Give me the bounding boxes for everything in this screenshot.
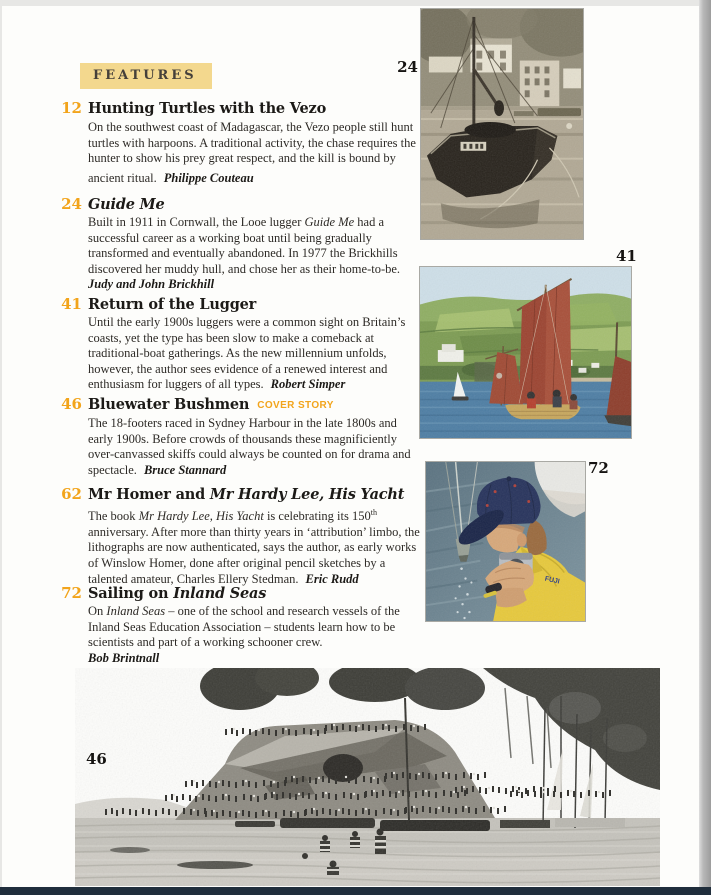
- article-page-number: 41: [61, 295, 82, 313]
- article-entry-bluewater-bushmen: [60, 396, 420, 478]
- article-summary: The book Mr Hardy Lee, His Yacht is celebrating its 150th anniversary. After more than thirty years in ‘attribution’ limbo, the lithographs are now authenticated, says the author, as early works of Winslow Homer, done after original pencil sketches by a talented amateur, Charles Ellery Stedman. Eric Rudd: [88, 508, 420, 586]
- article-page-number: 24: [61, 195, 82, 213]
- page-bottom-band: [0, 887, 711, 895]
- photo-page-number: 46: [86, 750, 107, 768]
- article-title: Hunting Turtles with the Vezo: [88, 100, 327, 117]
- article-title: Bluewater Bushmen COVER STORY: [88, 396, 334, 413]
- article-title: Return of the Lugger: [88, 296, 257, 313]
- article-author: Bob Brintnall: [88, 650, 160, 665]
- article-page-number: 62: [61, 485, 82, 503]
- page-edge-shadow: [699, 0, 711, 895]
- article-entry-inland-seas: [60, 585, 420, 666]
- photo-page-number: 24: [397, 58, 418, 76]
- article-summary: Until the early 1900s luggers were a common sight on Britain’s coasts, yet the type has been slow to make a comeback at traditional-boat gatherings. As the new millennium unfolds, however, the author sees evidence of a renewed interest and enthusiasm for luggers of all types. Robert Simper: [88, 315, 406, 392]
- article-summary: On Inland Seas – one of the school and research vessels of the Inland Seas Education Association – students learn how to be scientists and part of a working schooner crew. Bob Brintnall: [88, 604, 420, 666]
- article-summary: On the southwest coast of Madagascar, the Vezo people still hunt turtles with harpoons. A traditional activity, the chase requires the hunter to show his prey great respect, and the kill is bound by ancient ritual. Philippe Couteau: [88, 120, 416, 185]
- article-entry-guide-me: [60, 196, 420, 293]
- features-badge: FEATURES: [80, 63, 212, 89]
- photo-red-sail-luggers: [419, 266, 632, 439]
- article-entry-return-of-the-lugger: [60, 296, 420, 393]
- article-page-number: 12: [61, 99, 82, 117]
- photo-student-camera: [425, 461, 586, 622]
- article-author: Philippe Couteau: [163, 170, 254, 185]
- article-page-number: 72: [61, 584, 82, 602]
- article-page-number: 46: [61, 395, 82, 413]
- article-entry-hunting-turtles: [60, 100, 420, 187]
- article-author: Bruce Stannard: [143, 462, 227, 477]
- photo-harbour-lugger: [420, 8, 584, 240]
- article-author: Judy and John Brickhill: [88, 277, 215, 292]
- article-title: Guide Me: [88, 196, 165, 213]
- photo-harbour-crowd: [75, 668, 660, 886]
- photo-page-number: 41: [616, 247, 637, 265]
- article-author: Eric Rudd: [305, 571, 359, 586]
- shirt-brand-text: FUJI: [544, 575, 561, 586]
- article-summary: Built in 1911 in Cornwall, the Looe lugger Guide Me had a successful career as a working boat until being gradually transformed and eventually abandoned. In 1977 the Brickhills discovered her muddy hull, and chose her as their home-to-be. Judy and John Brickhill: [88, 215, 420, 293]
- article-summary: The 18-footers raced in Sydney Harbour in the late 1800s and early 1900s. Before crowds of thousands these magnificiently over-canvassed skiffs could always be counted on for drama and spectacle. Bruce Stannard: [88, 416, 411, 477]
- article-author: Robert Simper: [270, 377, 346, 392]
- article-title: Sailing on Inland Seas: [88, 585, 267, 602]
- cover-story-tag: COVER STORY: [257, 400, 334, 411]
- photo-page-number: 72: [588, 459, 609, 477]
- article-title: Mr Homer and Mr Hardy Lee, His Yacht: [88, 486, 405, 503]
- article-entry-mr-homer: [60, 486, 420, 587]
